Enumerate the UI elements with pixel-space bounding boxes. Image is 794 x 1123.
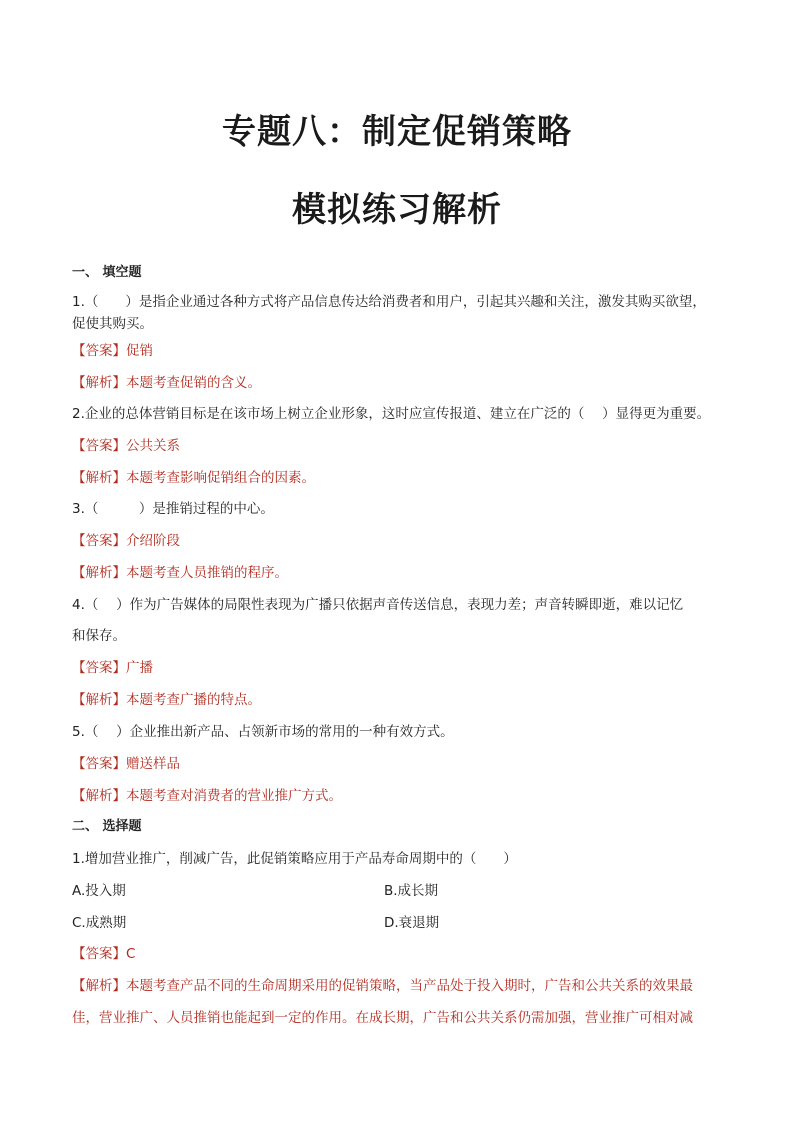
question-5-line-1: 5.（ ）企业推出新产品、占领新市场的常用的一种有效方式。 (72, 724, 454, 740)
choice-1-option-d: D.衰退期 (384, 915, 440, 931)
answer-label: 【答案】 (72, 946, 126, 962)
question-2-line-1: 2.企业的总体营销目标是在该市场上树立企业形象，这时应宣传报道、建立在广泛的（ ）显得更为重要。 (72, 406, 711, 422)
analysis-text: 本题考查广播的特点。 (126, 692, 261, 708)
question-5-answer (72, 755, 732, 773)
choice-1-answer (72, 945, 732, 963)
choice-1-option-a: A.投入期 (72, 883, 126, 899)
question-1-line-2: 促使其购买。 (72, 316, 153, 332)
question-2-answer (72, 437, 732, 455)
answer-text: 广播 (126, 660, 153, 676)
question-1-answer (72, 342, 732, 360)
analysis-text: 本题考查产品不同的生命周期采用的促销策略，当产品处于投入期时，广告和公共关系的效果最 (126, 978, 693, 994)
analysis-label: 【解析】 (72, 470, 126, 486)
section-fill-blank-heading: 一、 填空题 (72, 265, 142, 280)
question-4-line-1: 4.（ ）作为广告媒体的局限性表现为广播只依据声音传送信息，表现力差；声音转瞬即逝，难以记忆 (72, 597, 684, 613)
question-2-analysis (72, 469, 732, 487)
answer-text: 赠送样品 (126, 756, 180, 772)
choice-1-analysis-line-1 (72, 977, 732, 995)
analysis-label: 【解析】 (72, 978, 126, 994)
choice-1-option-c: C.成熟期 (72, 915, 127, 931)
answer-label: 【答案】 (72, 438, 126, 454)
answer-text: C (126, 946, 136, 962)
question-4-line-2: 和保存。 (72, 628, 126, 644)
question-1-analysis (72, 374, 732, 392)
analysis-text: 本题考查人员推销的程序。 (126, 565, 288, 581)
analysis-text: 本题考查促销的含义。 (126, 375, 261, 391)
answer-label: 【答案】 (72, 343, 126, 359)
question-1-line-1: 1.（ ）是指企业通过各种方式将产品信息传达给消费者和用户，引起其兴趣和关注，激发其购买欲望， (72, 294, 706, 310)
analysis-label: 【解析】 (72, 788, 126, 804)
title-line-2: 模拟练习解析 (292, 190, 502, 230)
analysis-text: 本题考查对消费者的营业推广方式。 (126, 788, 342, 804)
answer-text: 公共关系 (126, 438, 180, 454)
answer-label: 【答案】 (72, 660, 126, 676)
answer-text: 促销 (126, 343, 153, 359)
question-3-analysis (72, 564, 732, 582)
question-3-line-1: 3.（ ）是推销过程的中心。 (72, 501, 274, 517)
question-5-analysis (72, 787, 732, 805)
analysis-label: 【解析】 (72, 565, 126, 581)
choice-1-option-b: B.成长期 (384, 883, 439, 899)
analysis-label: 【解析】 (72, 375, 126, 391)
analysis-text: 本题考查影响促销组合的因素。 (126, 470, 315, 486)
choice-1-analysis-line-2: 佳，营业推广、人员推销也能起到一定的作用。在成长期，广告和公共关系仍需加强，营业推广可相对减 (72, 1010, 693, 1026)
title-line-1: 专题八：制定促销策略 (222, 112, 572, 152)
question-3-answer (72, 532, 732, 550)
choice-1-question: 1.增加营业推广，削减广告，此促销策略应用于产品寿命周期中的（ ） (72, 851, 517, 867)
section-choice-heading: 二、 选择题 (72, 819, 142, 834)
analysis-label: 【解析】 (72, 692, 126, 708)
answer-label: 【答案】 (72, 756, 126, 772)
answer-text: 介绍阶段 (126, 533, 180, 549)
answer-label: 【答案】 (72, 533, 126, 549)
question-4-analysis (72, 691, 732, 709)
question-4-answer (72, 659, 732, 677)
